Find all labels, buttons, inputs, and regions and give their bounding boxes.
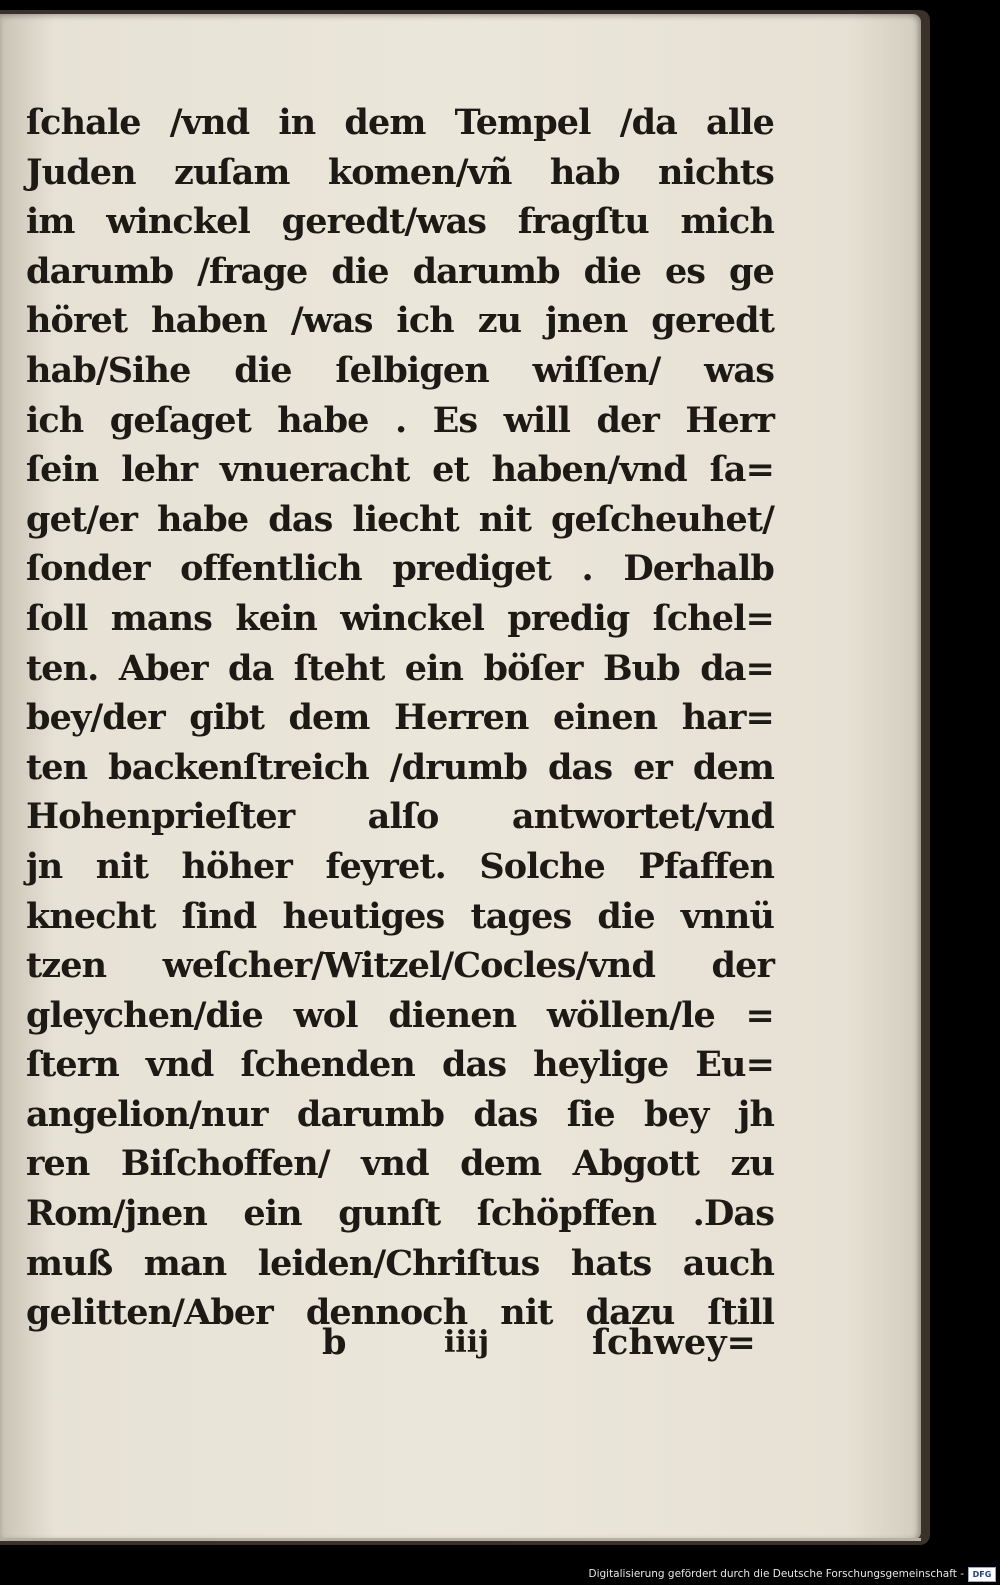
text-line: gelitten/Aber dennoch nit dazu ſtill <box>26 1292 774 1334</box>
text-line: tzen weſcher/Witzel/Cocles/vnd der <box>26 945 774 987</box>
text-line: Hohenprieſter alſo antwortet/vnd <box>26 796 774 838</box>
page-text-block <box>26 98 774 1338</box>
signature-letter: b <box>322 1322 347 1363</box>
page-bottom-edge <box>0 1538 921 1541</box>
signature-number: iiij <box>444 1325 490 1360</box>
text-line: höret haben /was ich zu jnen geredt <box>26 300 774 342</box>
text-line: ſtern vnd ſchenden das heylige Eu= <box>26 1044 774 1086</box>
text-line: Rom/jnen ein gunſt ſchöpffen .Das <box>26 1193 774 1235</box>
text-line: muß man leiden/Chriſtus hats auch <box>26 1242 774 1284</box>
funding-footer <box>588 1566 996 1582</box>
text-line: ſchale /vnd in dem Tempel /da alle <box>26 102 774 143</box>
text-line: ſoll mans kein winckel predig ſchel= <box>26 597 774 639</box>
text-line: jn nit höher feyret. Solche Pfaffen <box>26 845 774 887</box>
text-line: ten. Aber da ſteht ein böſer Bub da= <box>26 647 774 689</box>
text-line: bey/der gibt dem Herren einen har= <box>26 697 774 739</box>
signature-line <box>26 1318 774 1368</box>
text-line: ten backenſtreich /drumb das er dem <box>26 746 774 788</box>
text-line: knecht ſind heutiges tages die vnnü <box>26 895 774 937</box>
text-line: gleychen/die wol dienen wöllen/le = <box>26 994 774 1036</box>
text-line: ren Biſchoffen/ vnd dem Abgott zu <box>26 1143 774 1185</box>
text-line: ich geſaget habe . Es will der Herr <box>26 399 774 441</box>
text-line: darumb /frage die darumb die es ge <box>26 250 774 292</box>
footer-credit: Digitalisierung gefördert durch die Deutsche Forschungsgemeinschaft - <box>588 1568 964 1580</box>
text-line: im winckel geredt/was fragſtu mich <box>26 201 774 243</box>
text-line: Juden zuſam komen/vñ hab nichts <box>26 151 774 193</box>
text-line: angelion/nur darumb das ſie bey jh <box>26 1093 774 1135</box>
dfg-logo-icon: DFG <box>968 1567 996 1582</box>
text-line: get/er habe das liecht nit geſcheuhet/ <box>26 498 774 540</box>
catchword: ſchwey= <box>592 1322 756 1363</box>
text-line: hab/Sihe die ſelbigen wiſſen/ was <box>26 349 774 391</box>
text-line: ſein lehr vnueracht et haben/vnd ſa= <box>26 449 774 491</box>
text-line: ſonder offentlich prediget . Derhalb <box>26 548 774 590</box>
